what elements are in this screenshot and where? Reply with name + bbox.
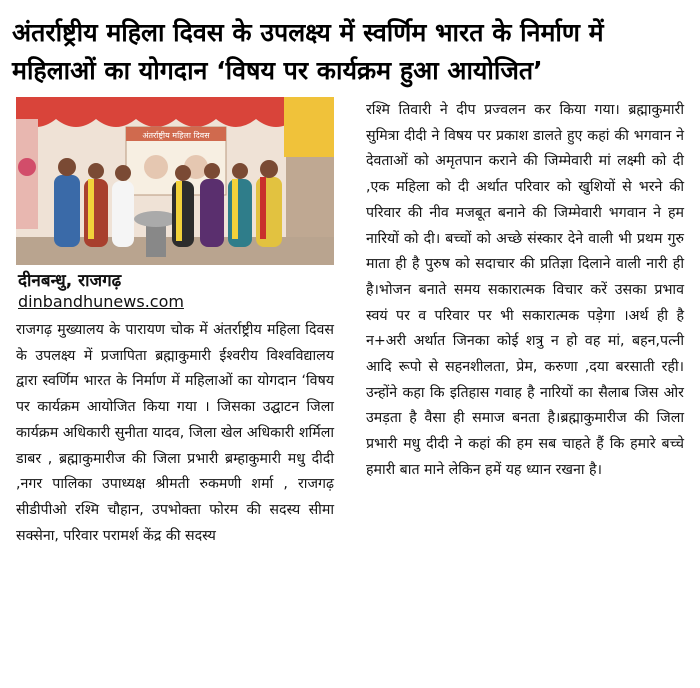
banner-text: अंतर्राष्ट्रीय महिला दिवस (142, 131, 210, 140)
event-photo (16, 97, 334, 265)
article-text-right: रश्मि तिवारी ने दीप प्रज्वलन कर किया गया। ब्रह्माकुमारी सुमित्रा दीदी ने विषय पर प्रकाश डालते हुए कहां की भगवान ने देवताओं को अमृतपान कराने की जिम्मेवारी मां लक्ष्मी को दी ,एक महिला को दी अर्थात परिवार को खुशियों से भरने की परिवार की नीव मजबूत बनाने की जिम्मेवारी भगवान ने हम नारियों को दी। बच्चों को अच्छे संस्कार देने वाली भी प्रथम गुरु माता ही है पुरुष को सदाचार की प्रतिज्ञा दिलाने वाली नारी ही है।भोजन बनाते समय सकारात्मक विचार करें उसका प्रभाव स्वयं पर व परिवार पर भी सकारात्मक पड़ेगा ।अर्थ ही है न+अरी अर्थात जिनका कोई शत्रु न हो वह मां, बहन,पत्नी आदि रूपो से सहनशीलता, प्रेम, करुणा ,दया बरसाती रही। उन्होंने कहा कि इतिहास गवाह है नारियों का सैलाब जिस ओर उमड़ता है वैसा ही समाज बनता है।ब्रह्माकुमारीज की जिला प्रभारी मधु दीदी ने कहां की हम सब चाहते हैं कि हमारे बच्चे हमारी बात माने लेकिन हमें यह ध्यान रखना है। (366, 102, 684, 478)
byline: दीनबन्धु, राजगढ़ (18, 271, 122, 291)
event-photo-illustration (16, 97, 334, 265)
article-text-left: राजगढ़ मुख्यालय के पारायण चोक में अंतर्राष्ट्रीय महिला दिवस के उपलक्ष्य में प्रजापिता ब्रह्माकुमारी ईश्वरीय विश्वविद्यालय द्वारा स्वर्णिम भारत के निर्माण में महिलाओं का योगदान ‘विषय पर कार्यक्रम आयोजित किया गया । जिसका उद्घाटन जिला कार्यक्रम अधिकारी सुनीता यादव, जिला खेल अधिकारी शर्मिला डाबर , ब्रह्माकुमारीज की जिला प्रभारी ब्रम्हाकुमारी मधु दीदी ,नगर पालिका उपाध्यक्ष श्रीमती रुकमणी शर्मा , राजगढ़ सीडीपीओ रश्मि चौहान, उपभोक्ता फोरम की सदस्य सीमा सक्सेना, परिवार परामर्श केंद्र की सदस्य (16, 322, 334, 544)
headline: अंतर्राष्ट्रीय महिला दिवस के उपलक्ष्य में स्वर्णिम भारत के निर्माण में महिलाओं का योगदान ‘विषय पर कार्यक्रम हुआ आयोजित’ (12, 18, 604, 85)
article-column-left (16, 318, 334, 549)
website-link[interactable]: dinbandhunews.com (18, 292, 184, 311)
article-column-right (366, 98, 684, 484)
